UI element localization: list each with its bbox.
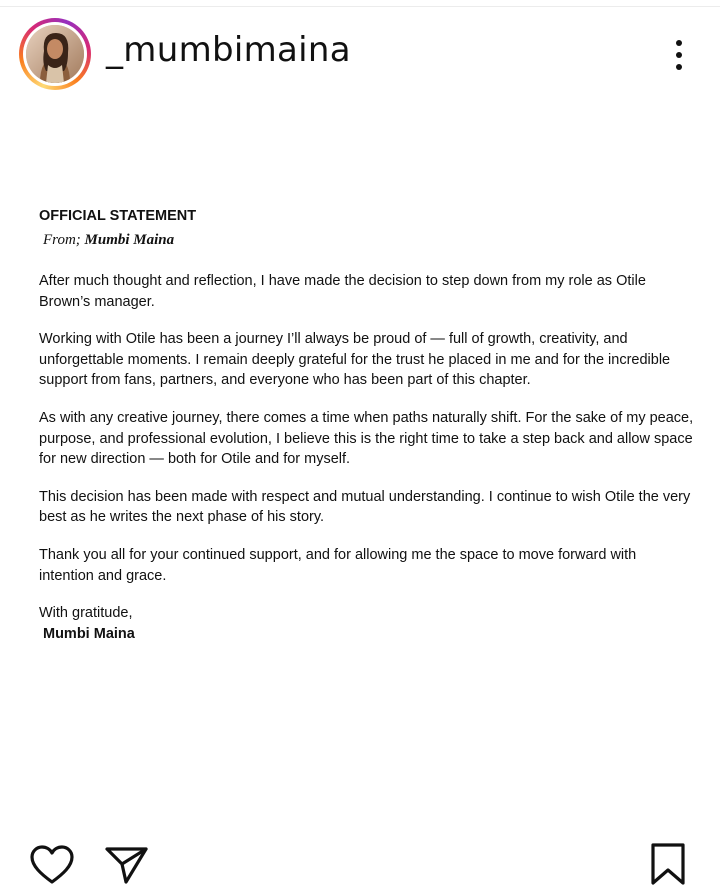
post-header [0, 16, 720, 92]
bookmark-icon [643, 840, 693, 890]
from-label: From; [43, 232, 81, 248]
more-options-button[interactable] [664, 36, 694, 74]
avatar[interactable] [26, 25, 84, 83]
save-button[interactable] [643, 840, 693, 890]
statement-paragraph-2: Working with Otile has been a journey I’ll always be proud of — full of growth, creativity, and unforgettable moments. I remain deeply grateful for the trust he placed in me and for the incredible support from fans, partners, and everyone who has been part of this chapter. [39, 331, 671, 389]
post-image-statement [39, 205, 699, 644]
from-name: Mumbi Maina [84, 232, 175, 248]
username[interactable]: _mumbimaina [106, 30, 351, 70]
story-ring[interactable] [19, 18, 91, 90]
statement-paragraph-1: After much thought and reflection, I have made the decision to step down from my role as Otile Brown’s manager. [39, 273, 646, 310]
heart-icon [27, 840, 77, 890]
vertical-ellipsis-icon [676, 40, 682, 46]
share-button[interactable] [102, 840, 152, 890]
like-button[interactable] [27, 840, 77, 890]
from-line [43, 229, 699, 251]
profile-photo [26, 25, 84, 83]
statement-title: OFFICIAL STATEMENT [39, 208, 197, 224]
top-divider [0, 6, 720, 7]
statement-paragraph-5: Thank you all for your continued support, and for allowing me the space to move forward with intention and grace. [39, 546, 637, 584]
statement-paragraph-3: As with any creative journey, there comes a time when paths naturally shift. For the sake of my peace, purpose, and professional evolution, I believe this is the right time to take a step back and allow space for new direction — both for Otile and for myself. [39, 409, 694, 468]
post-actions [0, 840, 720, 890]
closing-line: With gratitude, [39, 605, 133, 622]
statement-paragraph-4: This decision has been made with respect and mutual understanding. I continue to wish Otile the very best as he writes the next phase of his story. [39, 488, 691, 526]
send-icon [102, 840, 152, 890]
signature: Mumbi Maina [43, 625, 135, 642]
